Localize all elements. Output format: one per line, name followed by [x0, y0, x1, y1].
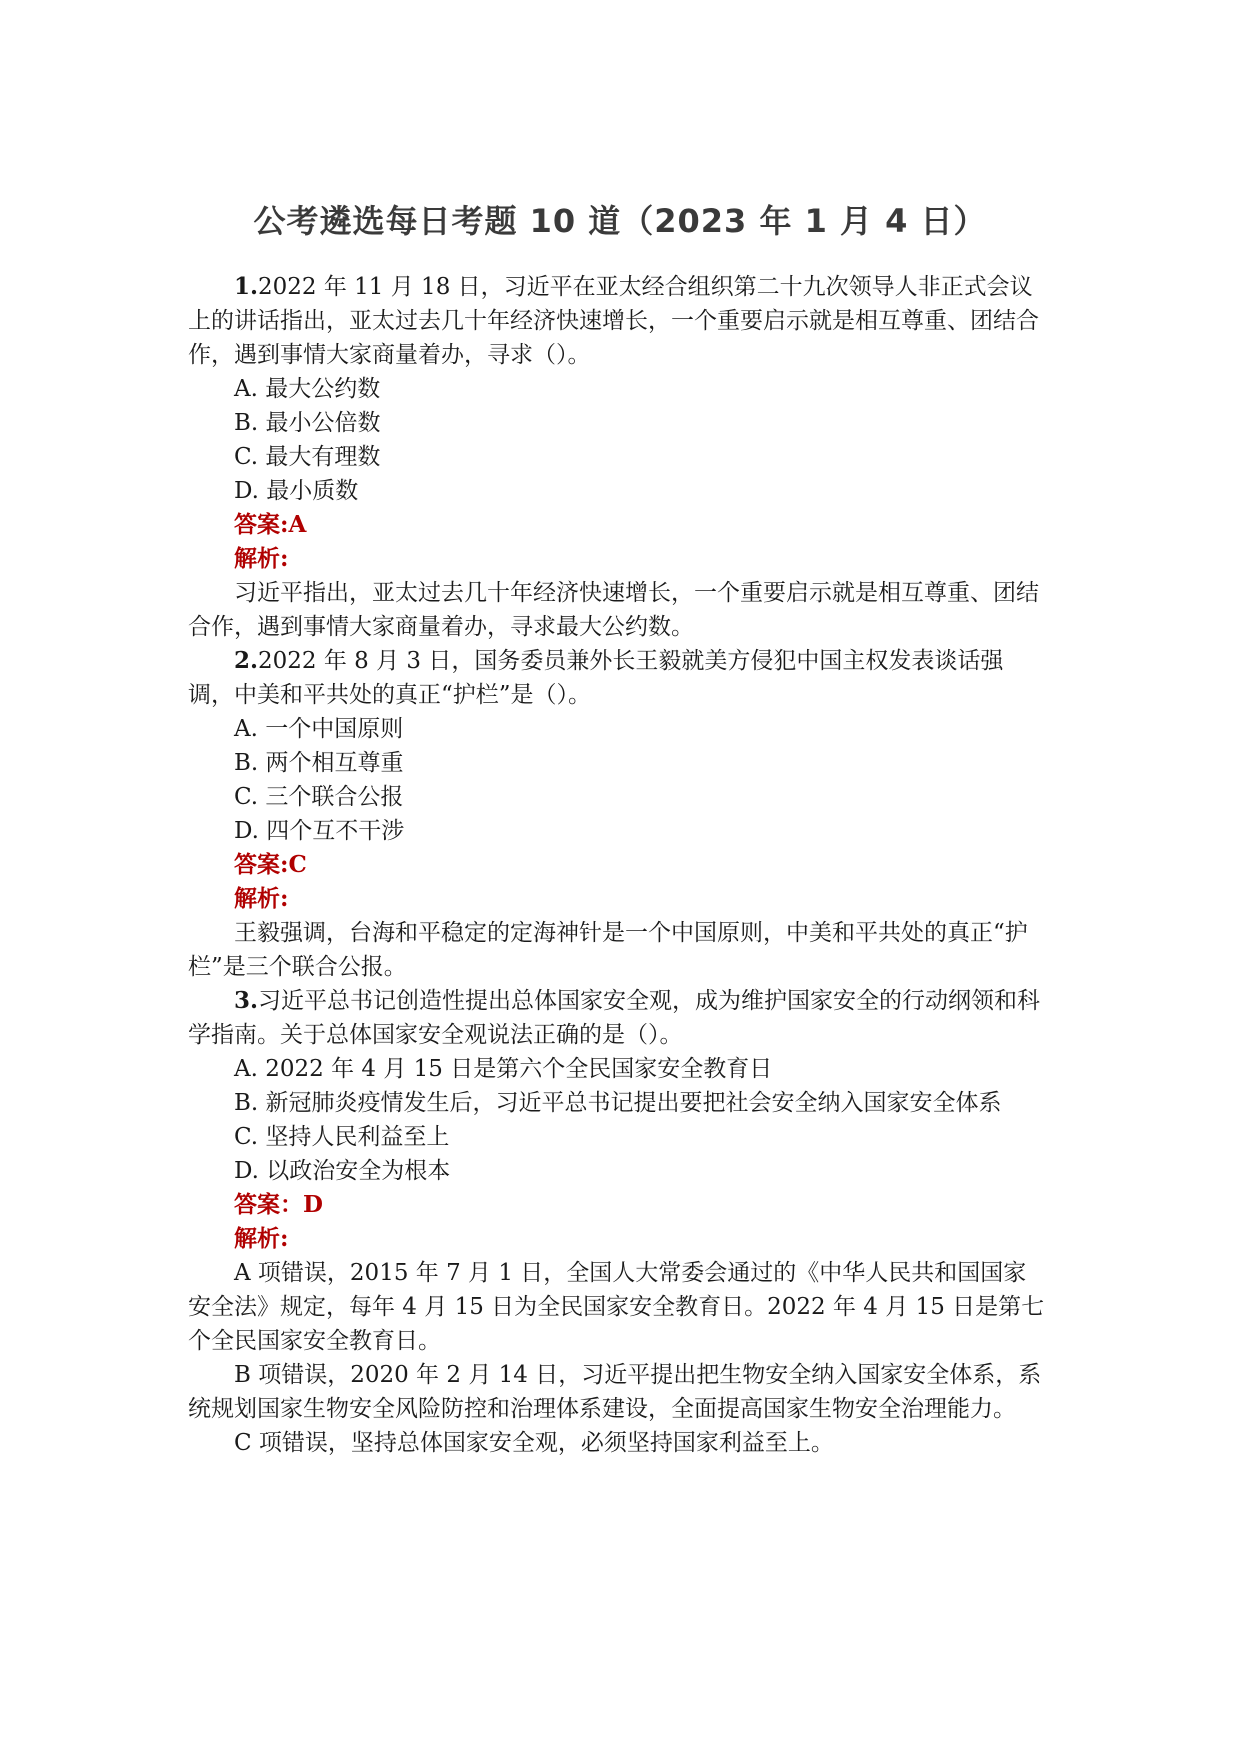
question-1-answer: 答案:A	[234, 511, 307, 538]
question-3-analysis-c: C 项错误，坚持总体国家安全观，必须坚持国家利益至上。	[234, 1430, 834, 1456]
question-text: 2022 年 8 月 3 日，国务委员兼外长王毅就美方侵犯中国主权发表谈话强调，中美和平共处的真正“护栏”是（）。	[188, 648, 1004, 708]
question-2-option-b: B. 两个相互尊重	[234, 750, 404, 776]
question-2-stem	[188, 644, 1046, 712]
question-1-option-a: A. 最大公约数	[234, 376, 381, 402]
question-1-option-d: D. 最小质数	[234, 478, 359, 504]
question-2-option-a: A. 一个中国原则	[234, 716, 404, 742]
question-3-option-c: C. 坚持人民利益至上	[234, 1124, 450, 1150]
document-body	[188, 270, 1046, 1460]
question-2-option-d: D. 四个互不干涉	[234, 818, 405, 844]
question-text: 2022 年 11 月 18 日，习近平在亚太经合组织第二十九次领导人非正式会议上的讲话指出，亚太过去几十年经济快速增长，一个重要启示就是相互尊重、团结合作，遇到事情大家商量着办，寻求（）。	[188, 274, 1039, 368]
question-2-analysis-label: 解析:	[234, 885, 289, 912]
question-number: 1.	[234, 273, 259, 300]
question-1-stem	[188, 270, 1046, 372]
question-3-stem	[188, 984, 1046, 1052]
question-3-analysis-label: 解析:	[234, 1225, 289, 1252]
question-1-analysis: 习近平指出，亚太过去几十年经济快速增长，一个重要启示就是相互尊重、团结合作，遇到事情大家商量着办，寻求最大公约数。	[188, 580, 1039, 640]
question-number: 2.	[234, 647, 259, 674]
question-number: 3.	[234, 987, 259, 1014]
question-1-analysis-label: 解析:	[234, 545, 289, 572]
question-2-answer: 答案:C	[234, 851, 307, 878]
question-3-option-d: D. 以政治安全为根本	[234, 1158, 451, 1184]
question-text: 习近平总书记创造性提出总体国家安全观，成为维护国家安全的行动纲领和科学指南。关于总体国家安全观说法正确的是（）。	[188, 988, 1041, 1048]
question-3-option-a: A. 2022 年 4 月 15 日是第六个全民国家安全教育日	[234, 1056, 773, 1082]
question-3-option-b: B. 新冠肺炎疫情发生后，习近平总书记提出要把社会安全纳入国家安全体系	[234, 1090, 1002, 1116]
question-3-analysis-b: B 项错误，2020 年 2 月 14 日，习近平提出把生物安全纳入国家安全体系，系统规划国家生物安全风险防控和治理体系建设，全面提高国家生物安全治理能力。	[188, 1362, 1042, 1422]
question-1-option-c: C. 最大有理数	[234, 444, 381, 470]
question-3-analysis-a: A 项错误，2015 年 7 月 1 日，全国人大常委会通过的《中华人民共和国国家安全法》规定，每年 4 月 15 日为全民国家安全教育日。2022 年 4 月 15 日是第七个全民国家安全教育日。	[188, 1260, 1045, 1354]
question-2-analysis: 王毅强调，台海和平稳定的定海神针是一个中国原则，中美和平共处的真正“护栏”是三个联合公报。	[188, 920, 1028, 980]
page-title: 公考遴选每日考题 10 道（2023 年 1 月 4 日）	[253, 202, 987, 240]
question-2-option-c: C. 三个联合公报	[234, 784, 404, 810]
question-1-option-b: B. 最小公倍数	[234, 410, 381, 436]
question-3-answer: 答案：D	[234, 1191, 323, 1218]
